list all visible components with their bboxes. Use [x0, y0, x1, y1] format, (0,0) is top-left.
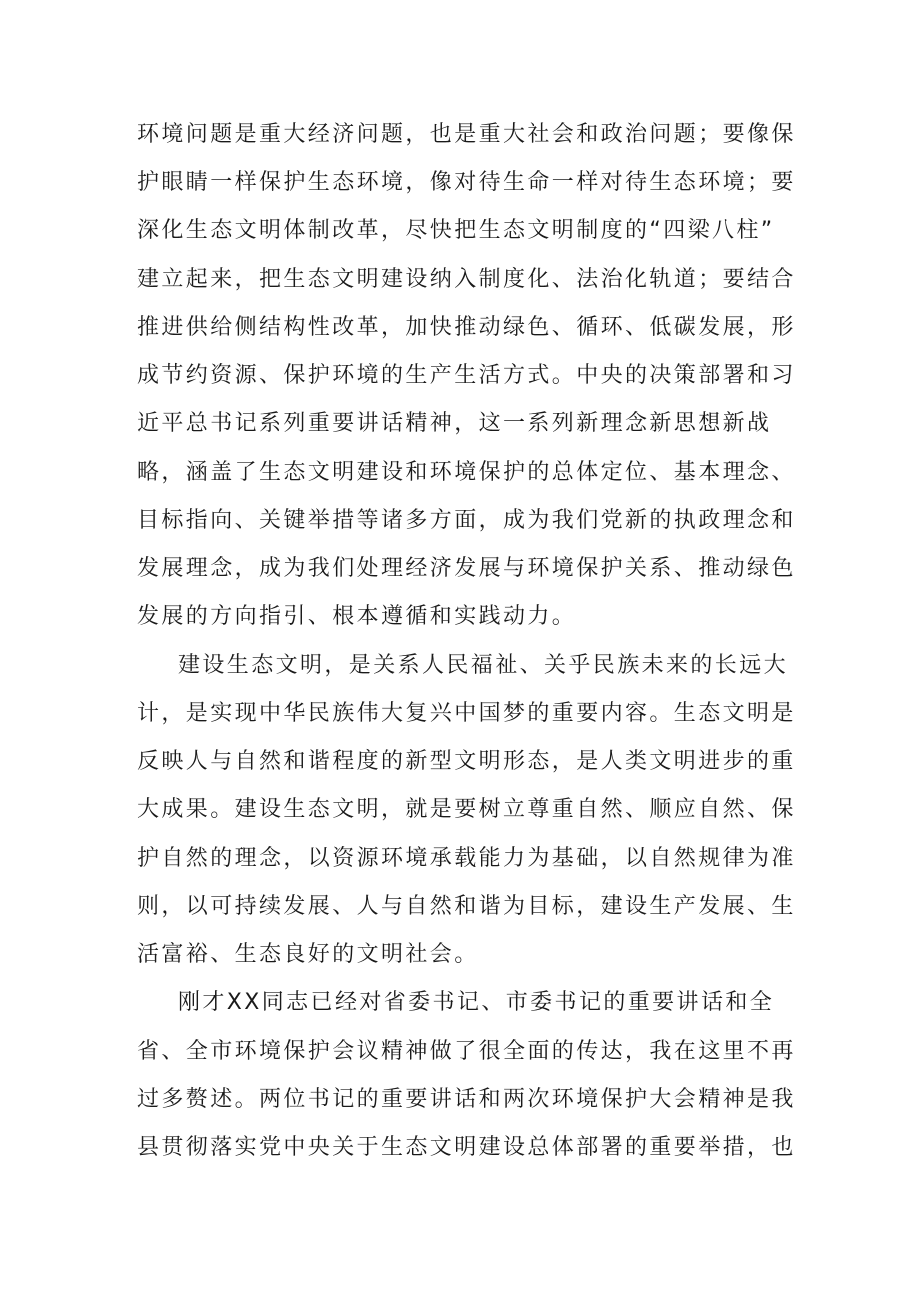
- text-line: 目标指向、关键举措等诸多方面，成为我们党新的执政理念和: [137, 508, 796, 533]
- text-line: 大成果。建设生态文明，就是要树立尊重自然、顺应自然、保: [137, 797, 796, 822]
- text-line: 发展理念，成为我们处理经济发展与环境保护关系、推动绿色: [137, 556, 796, 581]
- text-line: 护自然的理念，以资源环境承载能力为基础，以自然规律为准: [137, 846, 796, 871]
- text-line: 计，是实现中华民族伟大复兴中国梦的重要内容。生态文明是: [137, 701, 796, 726]
- text-line: 成节约资源、保护环境的生产生活方式。中央的决策部署和习: [137, 363, 796, 388]
- text-line: 刚才XX同志已经对省委书记、市委书记的重要讲话和全: [178, 990, 775, 1015]
- text-line: 活富裕、生态良好的文明社会。: [137, 942, 479, 967]
- text-line: 建设生态文明，是关系人民福祉、关乎民族未来的长远大: [178, 653, 789, 678]
- text-line: 近平总书记系列重要讲话精神，这一系列新理念新思想新战: [137, 411, 772, 436]
- text-line: 省、全市环境保护会议精神做了很全面的传达，我在这里不再: [137, 1039, 796, 1064]
- text-line: 反映人与自然和谐程度的新型文明形态，是人类文明进步的重: [137, 749, 796, 774]
- text-line: 县贯彻落实党中央关于生态文明建设总体部署的重要举措，也: [137, 1135, 796, 1160]
- text-line: 建立起来，把生态文明建设纳入制度化、法治化轨道；要结合: [137, 267, 796, 292]
- text-line: 略，涵盖了生态文明建设和环境保护的总体定位、基本理念、: [137, 460, 796, 485]
- text-line: 环境问题是重大经济问题，也是重大社会和政治问题；要像保: [137, 122, 796, 147]
- text-line: 发展的方向指引、根本遵循和实践动力。: [137, 604, 577, 629]
- text-line: 护眼睛一样保护生态环境，像对待生命一样对待生态环境；要: [137, 170, 796, 195]
- text-line: 则，以可持续发展、人与自然和谐为目标，建设生产发展、生: [137, 894, 796, 919]
- text-line: 推进供给侧结构性改革，加快推动绿色、循环、低碳发展，形: [137, 315, 796, 340]
- text-line: 深化生态文明体制改革，尽快把生态文明制度的“四梁八柱”: [137, 218, 775, 243]
- text-line: 过多赘述。两位书记的重要讲话和两次环境保护大会精神是我: [137, 1087, 796, 1112]
